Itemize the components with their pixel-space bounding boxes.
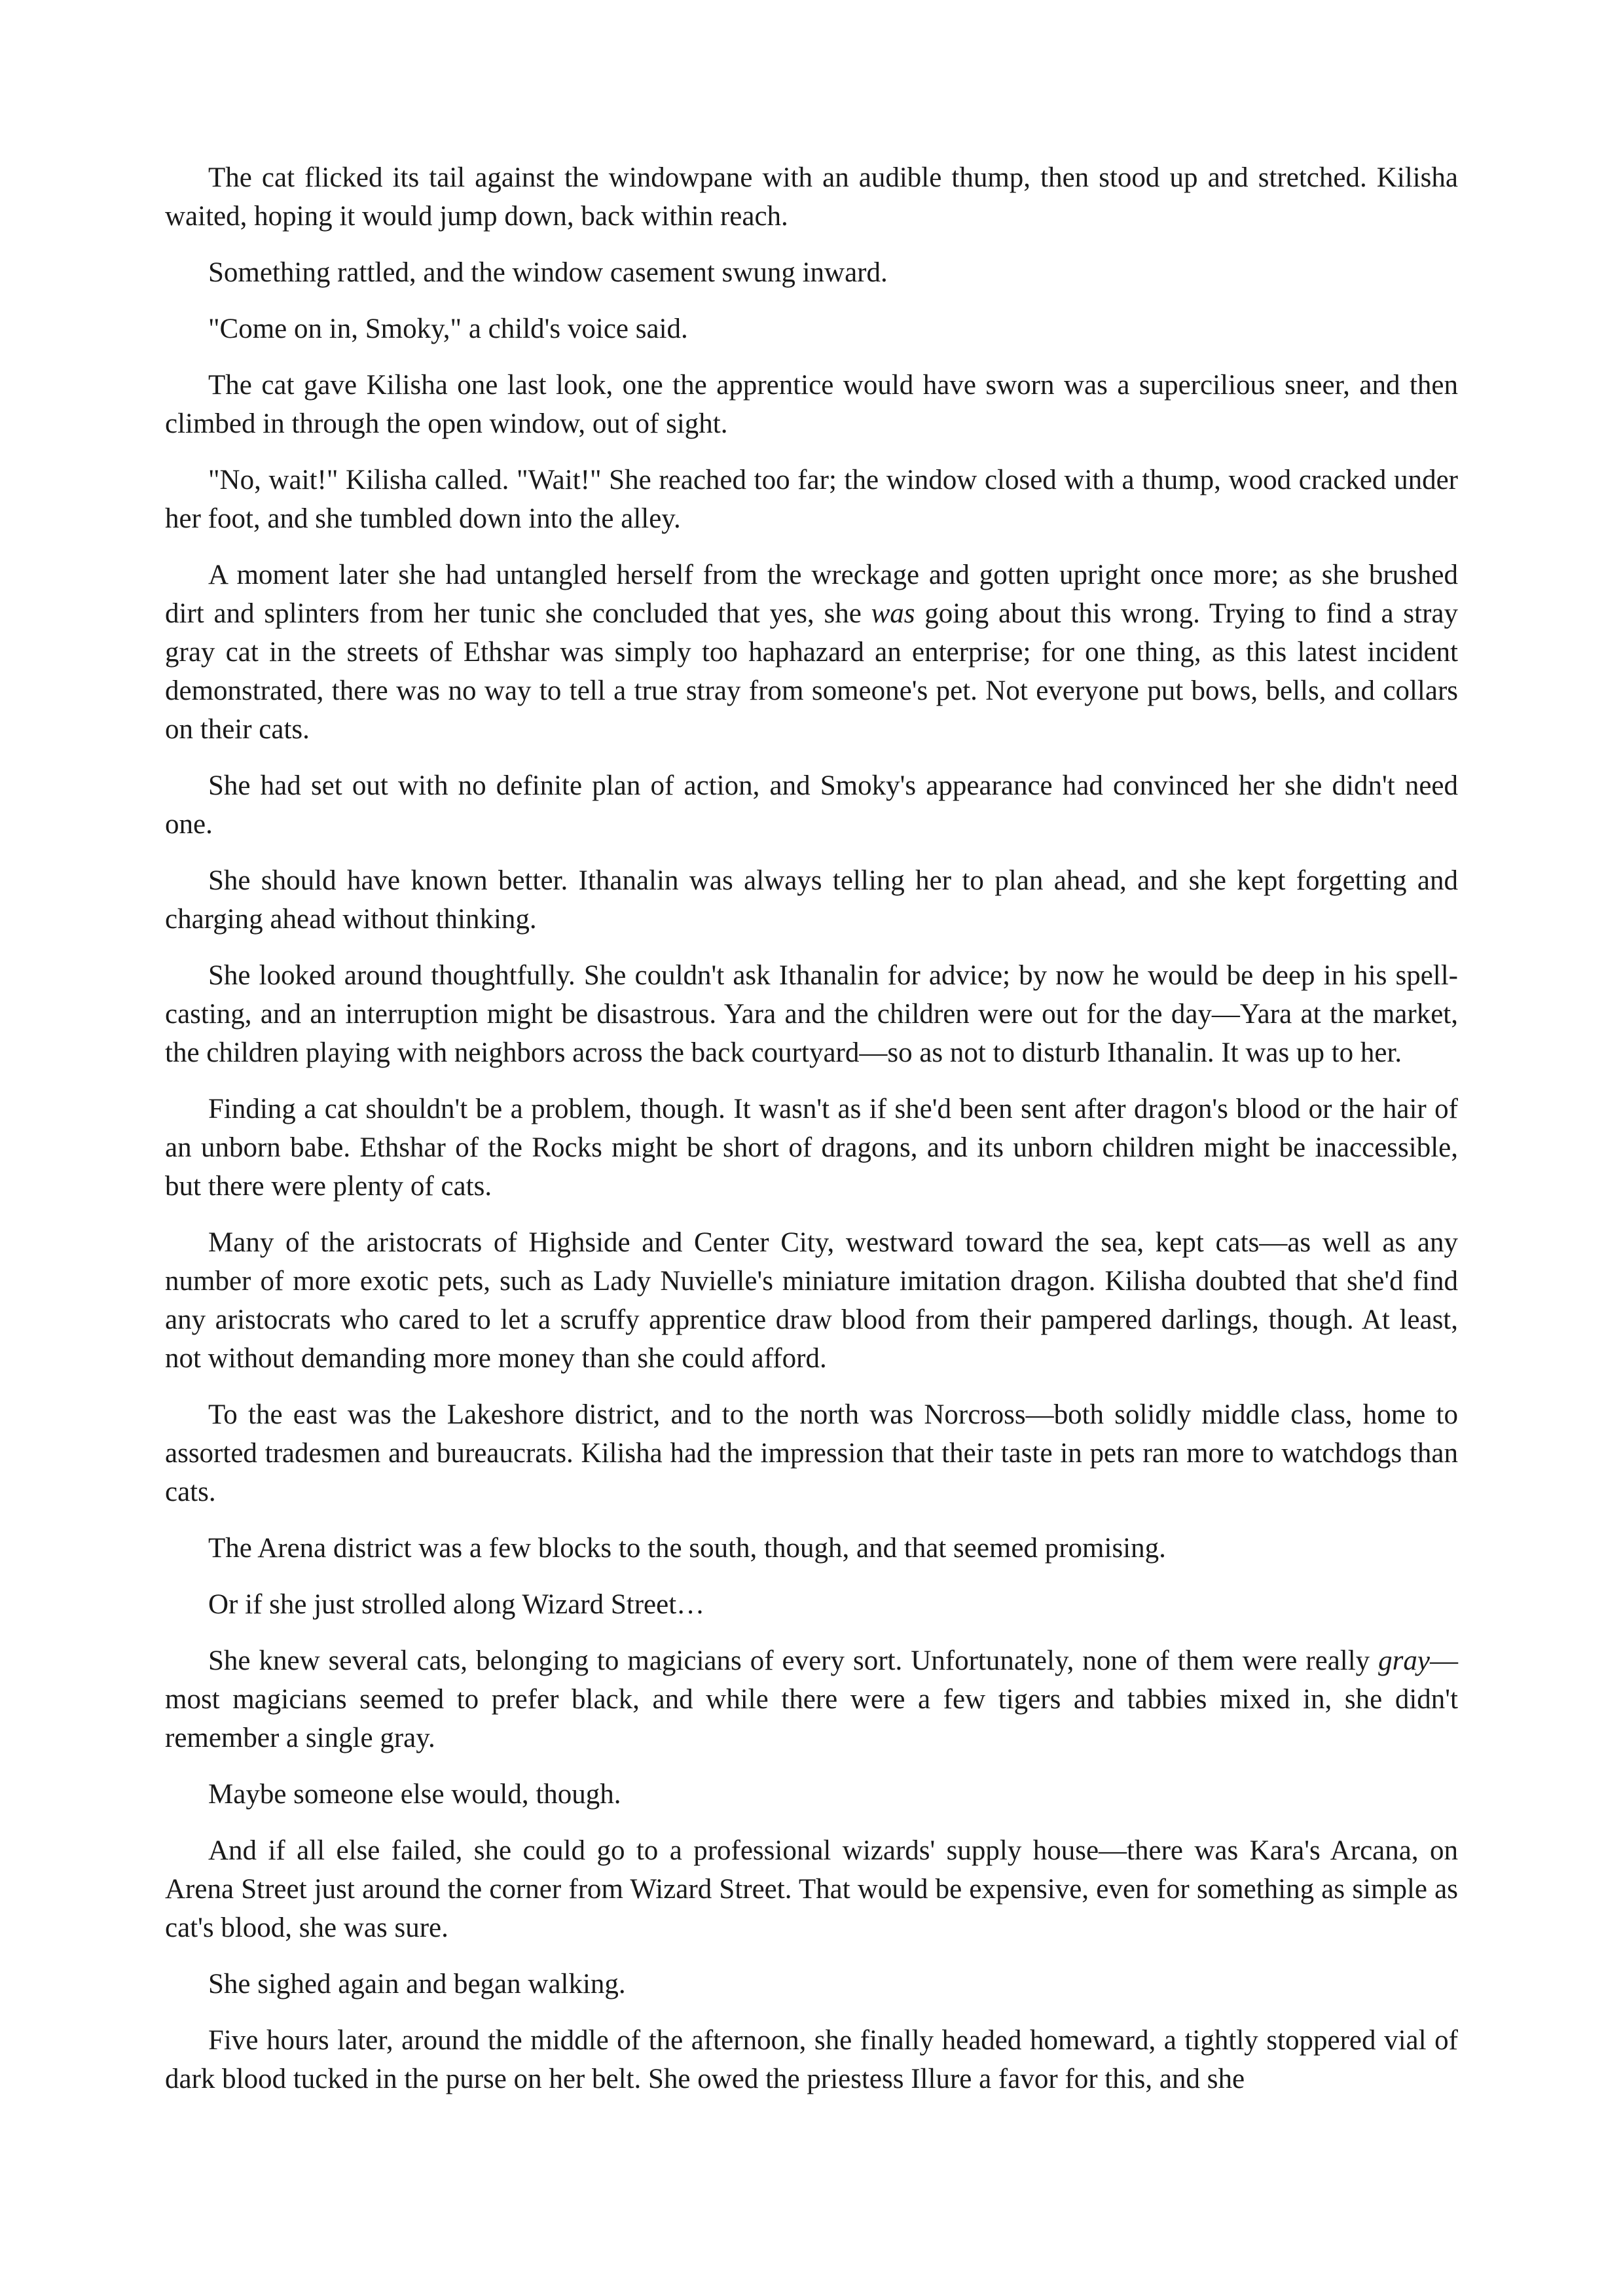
paragraph xyxy=(165,1223,1458,1378)
paragraph xyxy=(165,1641,1458,1757)
paragraph-text: She should have known better. Ithanalin was always telling her to plan ahead, and she kept forgetting and charging ahead without thinking. xyxy=(165,865,1458,935)
paragraph xyxy=(165,1529,1458,1568)
paragraph-text: going about this wrong. Trying to find a stray gray cat in the streets of Ethshar was simply too haphazard an enterprise; for one thing, as this latest incident demonstrated, there was no way to tell a true stray from someone's pet. Not everyone put bows, bells, and collars on their cats. xyxy=(165,598,1459,745)
paragraph xyxy=(165,366,1458,443)
paragraph xyxy=(165,158,1458,236)
paragraph-text: —most magicians seemed to prefer black, and while there were a few tigers and tabbies mixed in, she didn't remember a single gray. xyxy=(165,1645,1458,1753)
paragraph-text: She looked around thoughtfully. She couldn't ask Ithanalin for advice; by now he would be deep in his spell-casting, and an interruption might be disastrous. Yara and the children were out for the day—Yara at the market, the children playing with neighbors across the back courtyard—so as not to disturb Ithanalin. It was up to her. xyxy=(165,960,1458,1068)
paragraph xyxy=(165,253,1458,292)
paragraph-text: Or if she just strolled along Wizard Street… xyxy=(208,1589,705,1620)
paragraph-text: She sighed again and began walking. xyxy=(208,1969,626,2000)
paragraph-text: And if all else failed, she could go to a professional wizards' supply house—there was Kara's Arcana, on Arena Street just around the corner from Wizard Street. That would be expensive, even for something as simple as cat's blood, she was sure. xyxy=(165,1835,1458,1943)
paragraph xyxy=(165,1831,1458,1947)
paragraph xyxy=(165,766,1458,844)
page-body xyxy=(165,158,1458,2116)
paragraph-text: "No, wait!" Kilisha called. "Wait!" She reached too far; the window closed with a thump, wood cracked under her foot, and she tumbled down into the alley. xyxy=(165,465,1458,534)
paragraph xyxy=(165,1585,1458,1624)
paragraph-text: Something rattled, and the window casement swung inward. xyxy=(208,257,888,288)
paragraph xyxy=(165,1395,1458,1511)
paragraph-text: Finding a cat shouldn't be a problem, though. It wasn't as if she'd been sent after dragon's blood or the hair of an unborn babe. Ethshar of the Rocks might be short of dragons, and its unborn children might be inaccessible, but there were plenty of cats. xyxy=(165,1094,1458,1202)
paragraph xyxy=(165,861,1458,939)
paragraph-text: To the east was the Lakeshore district, and to the north was Norcross—both solidly middle class, home to assorted tradesmen and bureaucrats. Kilisha had the impression that their taste in pets ran more to watchdogs than cats. xyxy=(165,1399,1458,1507)
paragraph xyxy=(165,461,1458,538)
paragraph-text: Many of the aristocrats of Highside and Center City, westward toward the sea, kept cats—as well as any number of more exotic pets, such as Lady Nuvielle's miniature imitation dragon. Kilisha doubted that she'd find any aristocrats who cared to let a scruffy apprentice draw blood from their pampered darlings, though. At least, not without demanding more money than she could afford. xyxy=(165,1227,1458,1374)
paragraph xyxy=(165,1775,1458,1814)
paragraph xyxy=(165,556,1458,749)
paragraph-text: The cat gave Kilisha one last look, one the apprentice would have sworn was a supercilious sneer, and then climbed in through the open window, out of sight. xyxy=(165,370,1458,439)
paragraph-text: Maybe someone else would, though. xyxy=(208,1779,621,1810)
paragraph-text: She knew several cats, belonging to magicians of every sort. Unfortunately, none of them were really xyxy=(208,1645,1379,1676)
paragraph-text: The Arena district was a few blocks to the south, though, and that seemed promising. xyxy=(208,1533,1166,1564)
paragraph-text: She had set out with no definite plan of action, and Smoky's appearance had convinced her she didn't need one. xyxy=(165,770,1458,840)
emphasis-text: gray xyxy=(1378,1645,1430,1676)
paragraph xyxy=(165,1090,1458,1206)
paragraph xyxy=(165,2021,1458,2098)
paragraph-text: Five hours later, around the middle of the afternoon, she finally headed homeward, a tightly stoppered vial of dark blood tucked in the purse on her belt. She owed the priestess Illure a favor for this, and she xyxy=(165,2025,1458,2094)
paragraph xyxy=(165,310,1458,348)
paragraph-text: A moment later she had untangled herself from the wreckage and gotten upright once more; as she brushed dirt and splinters from her tunic she concluded that yes, she xyxy=(165,560,1458,629)
paragraph-text: The cat flicked its tail against the windowpane with an audible thump, then stood up and stretched. Kilisha waited, hoping it would jump down, back within reach. xyxy=(165,162,1458,232)
paragraph xyxy=(165,956,1458,1072)
paragraph-text: "Come on in, Smoky," a child's voice said. xyxy=(208,314,688,344)
paragraph xyxy=(165,1965,1458,2003)
emphasis-text: was xyxy=(871,598,915,629)
